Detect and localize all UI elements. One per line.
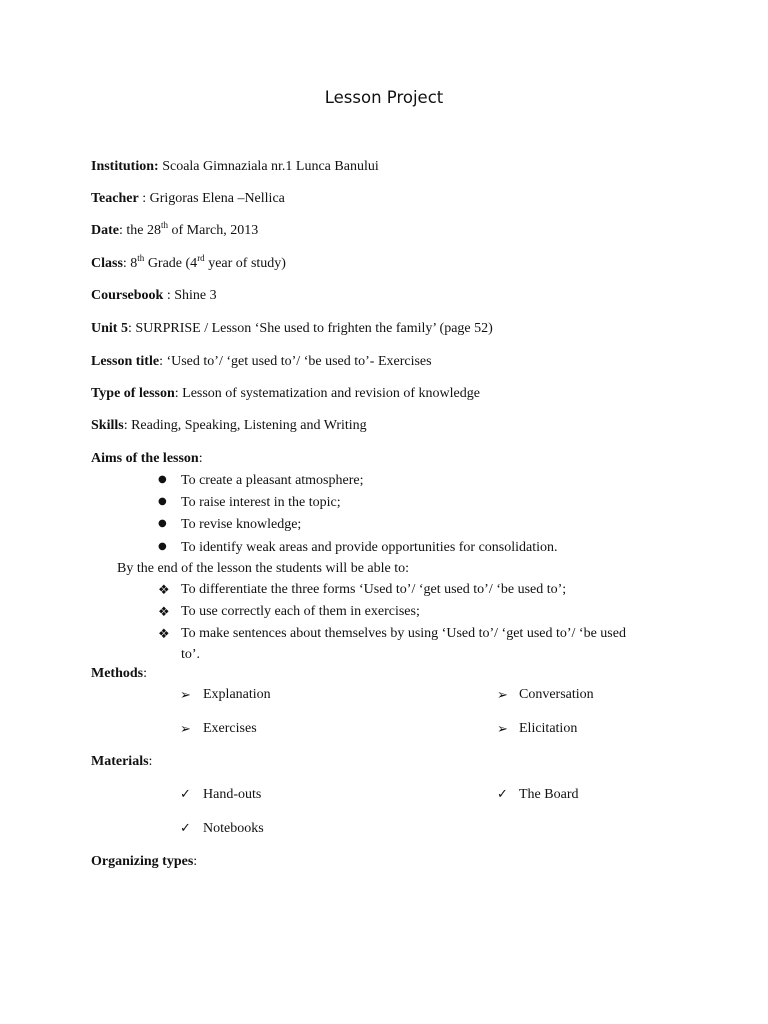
arrow-bullet-icon: ➢ bbox=[180, 722, 191, 737]
bullet-icon: ● bbox=[158, 496, 167, 507]
objective-item-continuation: to’. bbox=[181, 647, 201, 662]
diamond-bullet-icon: ❖ bbox=[158, 627, 170, 642]
coursebook-label: Coursebook bbox=[91, 288, 164, 303]
material-item: The Board bbox=[519, 787, 579, 802]
method-item: Conversation bbox=[519, 687, 594, 702]
check-icon: ✓ bbox=[180, 821, 191, 836]
lesson-title-label: Lesson title bbox=[91, 354, 160, 369]
organizing-types-colon: : bbox=[193, 854, 198, 869]
type-of-lesson-label: Type of lesson bbox=[91, 386, 175, 401]
material-item: Notebooks bbox=[203, 821, 264, 836]
teacher-value: : Grigoras Elena –Nellica bbox=[138, 191, 285, 206]
unit-value: : SURPRISE / Lesson ‘She used to frighten the family’ (page 52) bbox=[127, 321, 493, 336]
organizing-types-heading bbox=[91, 854, 197, 870]
institution-line bbox=[91, 159, 379, 175]
diamond-bullet-icon: ❖ bbox=[158, 583, 170, 598]
method-item: Exercises bbox=[203, 721, 257, 736]
arrow-bullet-icon: ➢ bbox=[497, 722, 508, 737]
class-label: Class bbox=[91, 256, 123, 271]
objective-item: To make sentences about themselves by using ‘Used to’/ ‘get used to’/ ‘be used bbox=[181, 626, 626, 641]
methods-heading bbox=[91, 666, 147, 682]
materials-colon: : bbox=[148, 754, 153, 769]
class-line bbox=[91, 253, 286, 272]
type-of-lesson-line bbox=[91, 386, 480, 402]
diamond-bullet-icon: ❖ bbox=[158, 605, 170, 620]
date-value-pre: : the 28 bbox=[119, 223, 161, 238]
materials-label: Materials bbox=[91, 754, 149, 769]
coursebook-value: : Shine 3 bbox=[163, 288, 217, 303]
unit-label: Unit 5 bbox=[91, 321, 128, 336]
aim-item: To revise knowledge; bbox=[181, 517, 302, 532]
type-of-lesson-value: : Lesson of systematization and revision of knowledge bbox=[174, 386, 480, 401]
bullet-icon: ● bbox=[158, 474, 167, 485]
date-value-post: of March, 2013 bbox=[168, 223, 259, 238]
materials-heading bbox=[91, 754, 152, 770]
teacher-line bbox=[91, 191, 285, 207]
aim-item: To raise interest in the topic; bbox=[181, 495, 341, 510]
skills-line bbox=[91, 418, 367, 434]
date-superscript: th bbox=[161, 220, 169, 230]
check-icon: ✓ bbox=[497, 787, 508, 802]
objective-item: To use correctly each of them in exercises; bbox=[181, 604, 420, 619]
objective-item: To differentiate the three forms ‘Used to’/ ‘get used to’/ ‘be used to’; bbox=[181, 582, 567, 597]
aim-item: To create a pleasant atmosphere; bbox=[181, 473, 364, 488]
aim-item: To identify weak areas and provide opportunities for consolidation. bbox=[181, 540, 558, 555]
method-item: Elicitation bbox=[519, 721, 578, 736]
institution-value: Scoala Gimnaziala nr.1 Lunca Banului bbox=[158, 159, 379, 174]
institution-label: Institution: bbox=[91, 159, 159, 174]
objectives-intro: By the end of the lesson the students will be able to: bbox=[117, 561, 410, 576]
date-label: Date bbox=[91, 223, 119, 238]
bullet-icon: ● bbox=[158, 541, 167, 552]
date-line bbox=[91, 220, 259, 239]
page-title: Lesson Project bbox=[324, 88, 444, 107]
arrow-bullet-icon: ➢ bbox=[180, 688, 191, 703]
aims-label: Aims of the lesson bbox=[91, 451, 199, 466]
class-value-pre: : 8 bbox=[122, 256, 138, 271]
organizing-types-label: Organizing types bbox=[91, 854, 194, 869]
check-icon: ✓ bbox=[180, 787, 191, 802]
unit-line bbox=[91, 321, 493, 337]
class-superscript-2: rd bbox=[197, 253, 205, 263]
class-value-mid: Grade (4 bbox=[144, 256, 198, 271]
aims-heading bbox=[91, 451, 203, 467]
lesson-title-line bbox=[91, 354, 432, 370]
coursebook-line bbox=[91, 288, 217, 304]
method-item: Explanation bbox=[203, 687, 271, 702]
methods-colon: : bbox=[143, 666, 148, 681]
arrow-bullet-icon: ➢ bbox=[497, 688, 508, 703]
class-superscript-1: th bbox=[137, 253, 145, 263]
aims-colon: : bbox=[198, 451, 203, 466]
lesson-title-value: : ‘Used to’/ ‘get used to’/ ‘be used to’- Exercises bbox=[159, 354, 432, 369]
class-value-post: year of study) bbox=[204, 256, 286, 271]
teacher-label: Teacher bbox=[91, 191, 139, 206]
material-item: Hand-outs bbox=[203, 787, 262, 802]
methods-label: Methods bbox=[91, 666, 144, 681]
skills-value: : Reading, Speaking, Listening and Writing bbox=[123, 418, 367, 433]
skills-label: Skills bbox=[91, 418, 124, 433]
bullet-icon: ● bbox=[158, 518, 167, 529]
